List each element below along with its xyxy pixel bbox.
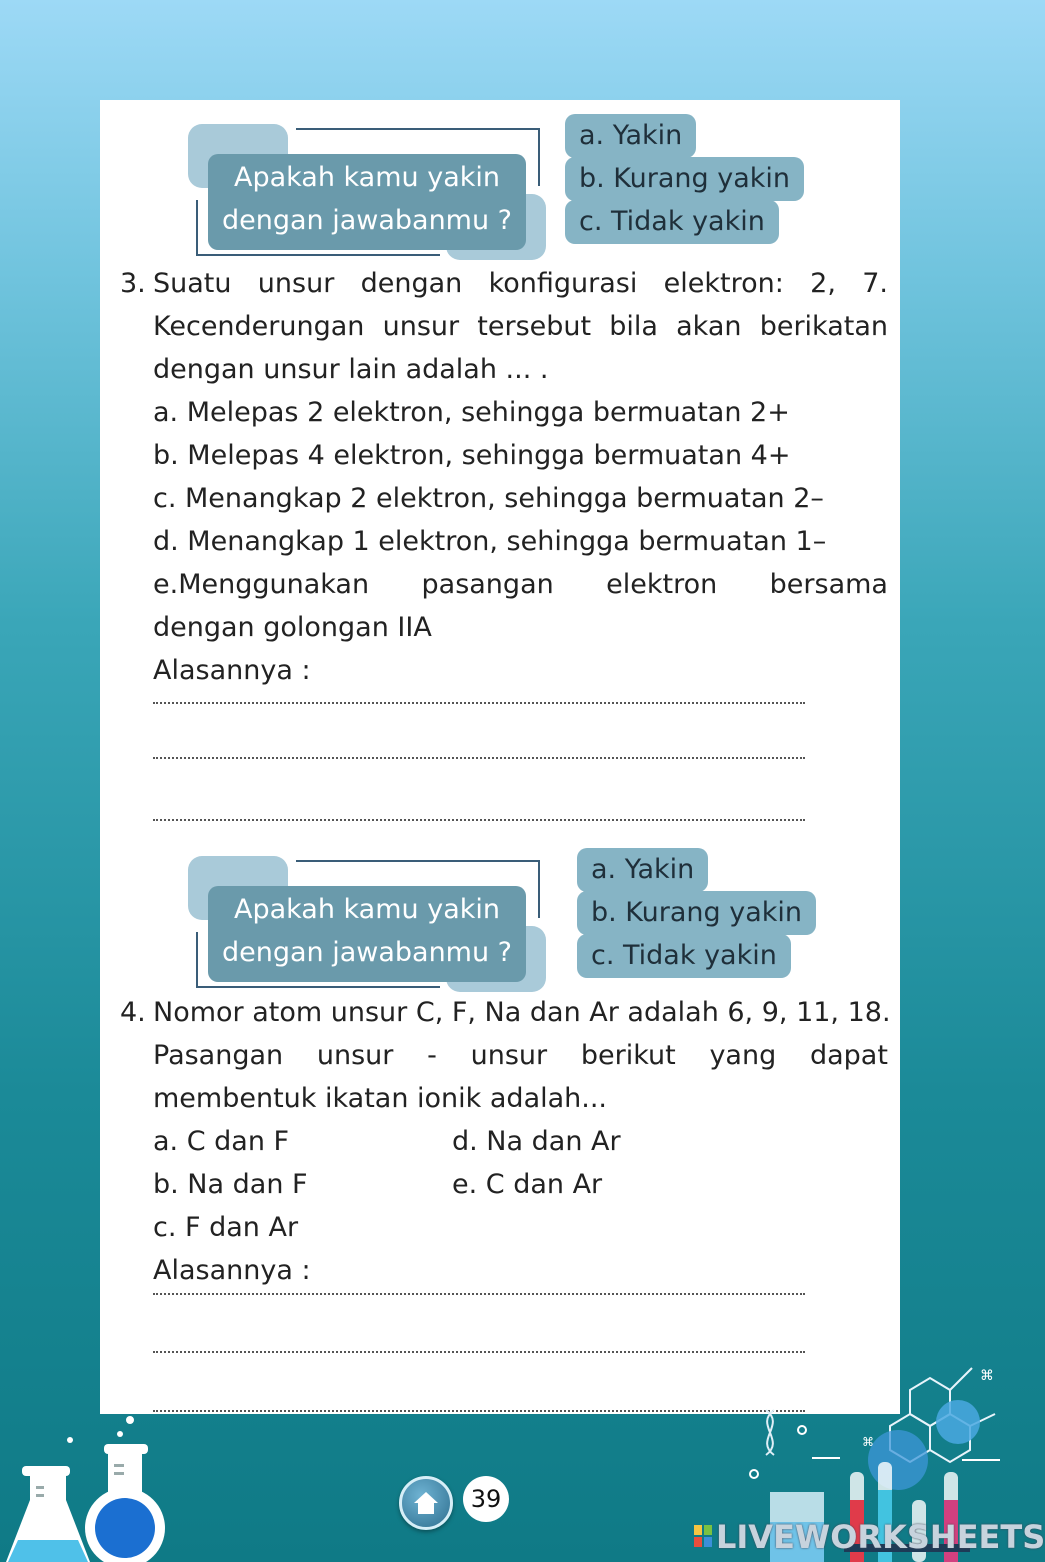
confidence-question-line: Apakah kamu yakin — [233, 162, 501, 193]
answer-option-e[interactable]: e. C dan Ar — [452, 1169, 603, 1200]
page-number: 39 — [463, 1476, 509, 1522]
reason-answer-line[interactable] — [153, 1293, 805, 1295]
confidence-option-kurang-yakin[interactable]: b. Kurang yakin — [565, 157, 804, 201]
question-stem-line: dengan unsur lain adalah ... . — [153, 354, 549, 385]
confidence-option-tidak-yakin[interactable]: c. Tidak yakin — [577, 934, 791, 978]
liveworksheets-watermark: LIVEWORKSHEETS — [716, 1518, 1045, 1556]
home-button[interactable] — [399, 1476, 453, 1530]
bubble-icon — [67, 1437, 73, 1443]
answer-option-e[interactable]: e.Menggunakan pasangan elektron bersama — [153, 569, 888, 600]
question-3 — [153, 262, 888, 692]
confidence-option-kurang-yakin[interactable]: b. Kurang yakin — [577, 891, 816, 935]
confidence-widget-1 — [100, 108, 791, 258]
reason-label: Alasannya : — [153, 1255, 311, 1286]
question-stem-line: Pasangan unsur - unsur berikut yang dapat — [153, 1040, 888, 1071]
question-stem-line: membentuk ikatan ionik adalah... — [153, 1083, 608, 1114]
question-number: 4. — [120, 997, 146, 1028]
liveworksheets-logo-icon — [694, 1525, 712, 1547]
question-4-right-options — [452, 1120, 621, 1206]
confidence-question — [208, 886, 526, 982]
question-stem-line: Kecenderungan unsur tersebut bila akan berikatan — [153, 311, 888, 342]
confidence-widget-2 — [100, 840, 803, 990]
answer-option-c[interactable]: c. Menangkap 2 elektron, sehingga bermuatan 2– — [153, 483, 824, 514]
question-stem-line: Suatu unsur dengan konfigurasi elektron: 2, 7. — [153, 268, 888, 299]
bubble-icon — [126, 1416, 134, 1424]
reason-answer-line[interactable] — [153, 702, 805, 704]
dna-icon — [766, 1410, 774, 1455]
answer-option-d[interactable]: d. Na dan Ar — [452, 1126, 621, 1157]
answer-option-c[interactable]: c. F dan Ar — [153, 1212, 299, 1243]
answer-option-a[interactable]: a. C dan F — [153, 1126, 290, 1157]
svg-text:⌘: ⌘ — [862, 1435, 874, 1449]
confidence-option-yakin[interactable]: a. Yakin — [577, 848, 708, 892]
reason-answer-line[interactable] — [153, 819, 805, 821]
reason-answer-line[interactable] — [153, 757, 805, 759]
confidence-question-line: Apakah kamu yakin — [233, 894, 501, 925]
answer-option-a[interactable]: a. Melepas 2 elektron, sehingga bermuatan 2+ — [153, 397, 790, 428]
flask-neck-icon — [22, 1466, 70, 1476]
answer-option-b[interactable]: b. Na dan F — [153, 1169, 308, 1200]
svg-text:⌘: ⌘ — [980, 1368, 994, 1384]
question-number: 3. — [120, 268, 146, 299]
answer-option-e-continued: dengan golongan IIA — [153, 612, 432, 643]
confidence-option-tidak-yakin[interactable]: c. Tidak yakin — [565, 200, 779, 244]
confidence-option-yakin[interactable]: a. Yakin — [565, 114, 696, 158]
reason-answer-line[interactable] — [153, 1410, 805, 1412]
confidence-question-line: dengan jawabanmu ? — [221, 205, 513, 236]
question-stem-line: Nomor atom unsur C, F, Na dan Ar adalah 6, 9, 11, 18. — [153, 997, 891, 1028]
reason-answer-line[interactable] — [153, 1351, 805, 1353]
answer-option-b[interactable]: b. Melepas 4 elektron, sehingga bermuatan 4+ — [153, 440, 791, 471]
confidence-question — [208, 154, 526, 250]
bubble-icon — [117, 1431, 123, 1437]
lab-flasks-illustration — [0, 1410, 180, 1562]
confidence-question-line: dengan jawabanmu ? — [221, 937, 513, 968]
answer-option-d[interactable]: d. Menangkap 1 elektron, sehingga bermuatan 1– — [153, 526, 827, 557]
reason-label: Alasannya : — [153, 655, 311, 686]
home-icon — [402, 1479, 450, 1527]
